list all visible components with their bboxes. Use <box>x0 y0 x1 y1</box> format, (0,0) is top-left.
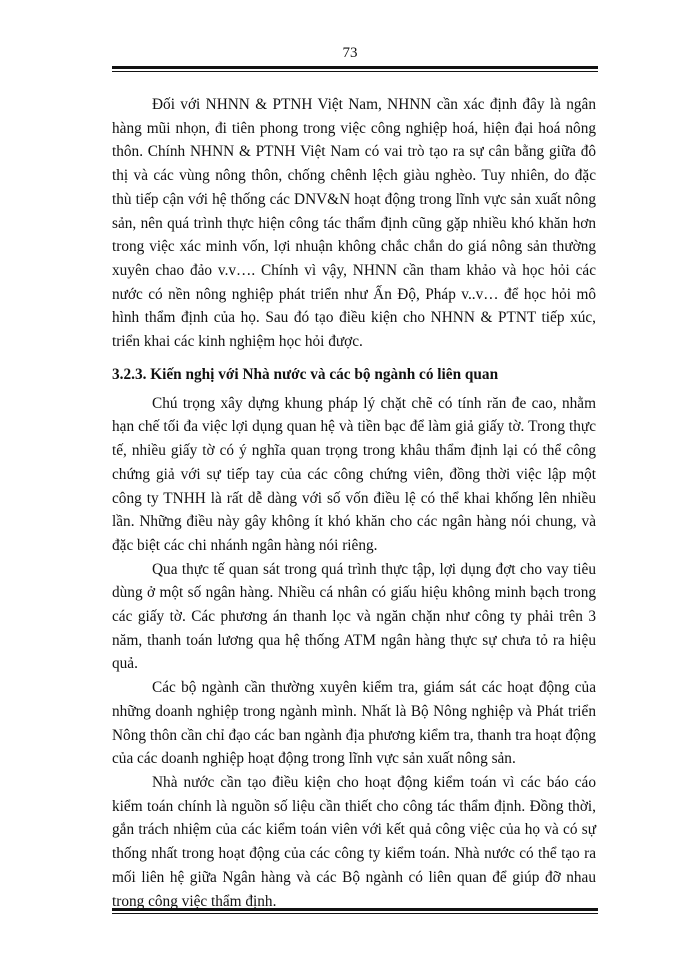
body-paragraph: Đối với NHNN & PTNH Việt Nam, NHNN cần xác định đây là ngân hàng mũi nhọn, đi tiên phong trong việc công nghiệp hoá, hiện đại hoá nông thôn. Chính NHNN & PTNH Việt Nam có vai trò tạo ra sự cân bằng giữa đô thị và các vùng nông thôn, chống chênh lệch giàu nghèo. Tuy nhiên, do đặc thù tiếp cận với hệ thống các DNV&N hoạt động trong lĩnh vực sản xuất nông sản, nên quá trình thực hiện công tác thẩm định cũng gặp nhiều khó khăn hơn trong việc xác minh vốn, lợi nhuận không chắc chắn do giá nông sản thường xuyên chao đảo v.v…. Chính vì vậy, NHNN cần tham khảo và học hỏi các nước có nền nông nghiệp phát triển như Ấn Độ, Pháp v..v… để học hỏi mô hình thẩm định của họ. Sau đó tạo điều kiện cho NHNN & PTNT tiếp xúc, triển khai các kinh nghiệm học hỏi được. <box>112 96 596 351</box>
body-paragraph: Chú trọng xây dựng khung pháp lý chặt chẽ có tính răn đe cao, nhằm hạn chế tối đa việc lợi dụng quan hệ và tiền bạc để làm giả giấy tờ. Trong thực tế, nhiều giấy tờ có ý nghĩa quan trọng trong khâu thẩm định lại có thể công chứng giả với sự tiếp tay của các công chứng viên, đồng thời việc lập một công ty TNHH là rất dễ dàng với số vốn điều lệ có thể khai khống lên nhiều lần. Những điều này gây không ít khó khăn cho các ngân hàng nói chung, và đặc biệt các chi nhánh ngân hàng nói riêng. <box>112 394 596 554</box>
footer-rule <box>112 908 598 914</box>
page-number: 73 <box>342 45 358 61</box>
page-body <box>112 93 596 913</box>
body-paragraph: Nhà nước cần tạo điều kiện cho hoạt động kiểm toán vì các báo cáo kiểm toán chính là nguồn số liệu cần thiết cho công tác thẩm định. Đồng thời, gắn trách nhiệm của các kiểm toán viên với kết quả công việc của họ và có sự thống nhất trong hoạt động của các công ty kiểm toán. Nhà nước có thể tạo ra mối liên hệ giữa Ngân hàng và các Bộ ngành có liên quan để giúp đỡ nhau trong công việc thẩm định. <box>112 773 596 910</box>
header-rule <box>112 66 598 72</box>
body-paragraph: Qua thực tế quan sát trong quá trình thực tập, lợi dụng đợt cho vay tiêu dùng ở một số ngân hàng. Nhiều cá nhân có giấu hiệu không minh bạch trong các giấy tờ. Các phương án thanh lọc và ngăn chặn như công ty phải trên 3 năm, thanh toán lương qua hệ thống ATM ngân hàng thực sự chưa tỏ ra hiệu quả. <box>112 560 596 673</box>
body-paragraph: Các bộ ngành cần thường xuyên kiểm tra, giám sát các hoạt động của những doanh nghiệp trong ngành mình. Nhất là Bộ Nông nghiệp và Phát triển Nông thôn cần chỉ đạo các ban ngành địa phương kiểm tra, thanh tra hoạt động của các doanh nghiệp hoạt động trong lĩnh vực sản xuất nông sản. <box>112 679 596 768</box>
section-heading: 3.2.3. Kiến nghị với Nhà nước và các bộ ngành có liên quan <box>112 365 499 383</box>
